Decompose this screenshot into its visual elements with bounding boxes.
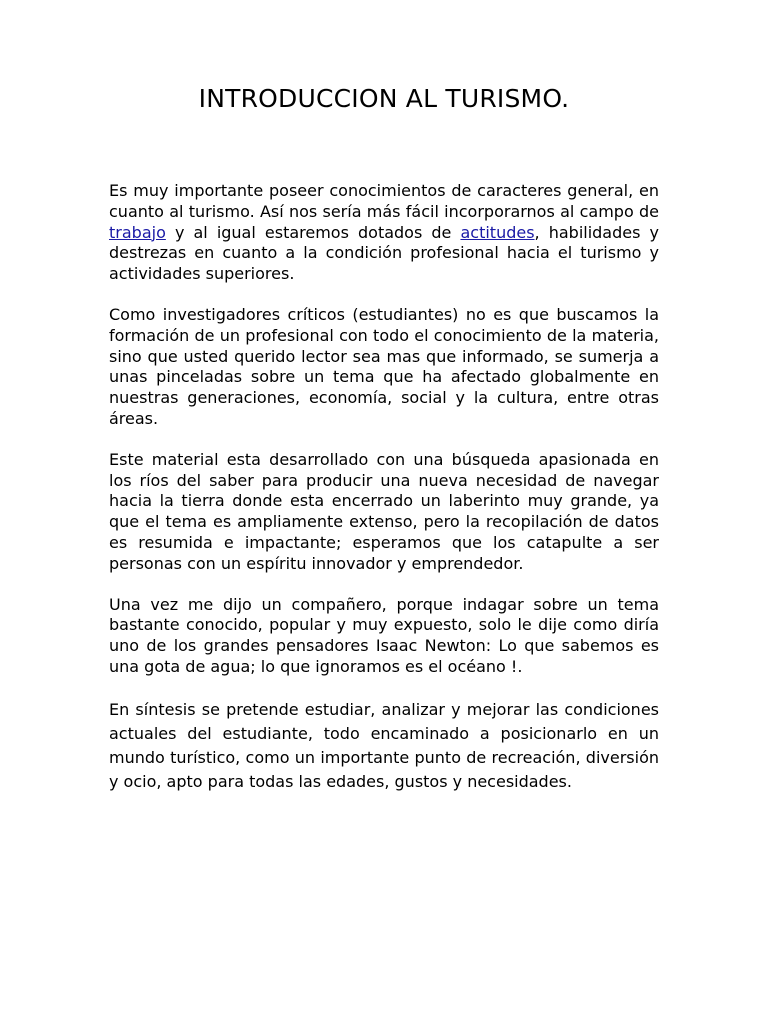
- page-title: INTRODUCCION AL TURISMO.: [198, 84, 570, 113]
- link-trabajo[interactable]: trabajo: [109, 222, 166, 242]
- paragraph-5: En síntesis se pretende estudiar, analizar y mejorar las condiciones actuales del estudiante, todo encaminado a posicionarlo en un mundo turístico, como un importante punto de recreación, diversión y ocio, apto para todas las edades, gustos y necesidades.: [109, 699, 659, 791]
- paragraph-1-text-b: y al igual estaremos dotados de: [165, 222, 461, 242]
- document-body: [109, 181, 659, 814]
- paragraph-2: Como investigadores críticos (estudiantes) no es que buscamos la formación de un profesional con todo el conocimiento de la materia, sino que usted querido lector sea mas que informado, se sumerja a unas pinceladas sobre un tema que ha afectado globalmente en nuestras generaciones, economía, social y la cultura, entre otras áreas.: [109, 304, 659, 428]
- paragraph-1-text-a: Es muy importante poseer conocimientos de caracteres general, en cuanto al turismo. Así nos sería más fácil incorporarnos al campo de: [109, 181, 659, 221]
- paragraph-3: Este material esta desarrollado con una búsqueda apasionada en los ríos del saber para producir una nueva necesidad de navegar hacia la tierra donde esta encerrado un laberinto muy grande, ya que el tema es ampliamente extenso, pero la recopilación de datos es resumida e impactante; esperamos que los catapulte a ser personas con un espíritu innovador y emprendedor.: [109, 449, 659, 573]
- link-actitudes[interactable]: actitudes: [460, 222, 535, 242]
- paragraph-4: Una vez me dijo un compañero, porque indagar sobre un tema bastante conocido, popular y muy expuesto, solo le dije como diría uno de los grandes pensadores Isaac Newton: Lo que sabemos es una gota de agua; lo que ignoramos es el océano !.: [109, 594, 659, 676]
- paragraph-1: [109, 181, 659, 285]
- paragraph-1-text-c: , habilidades y destrezas en cuanto a la condición profesional hacia el turismo y actividades superiores.: [109, 222, 659, 284]
